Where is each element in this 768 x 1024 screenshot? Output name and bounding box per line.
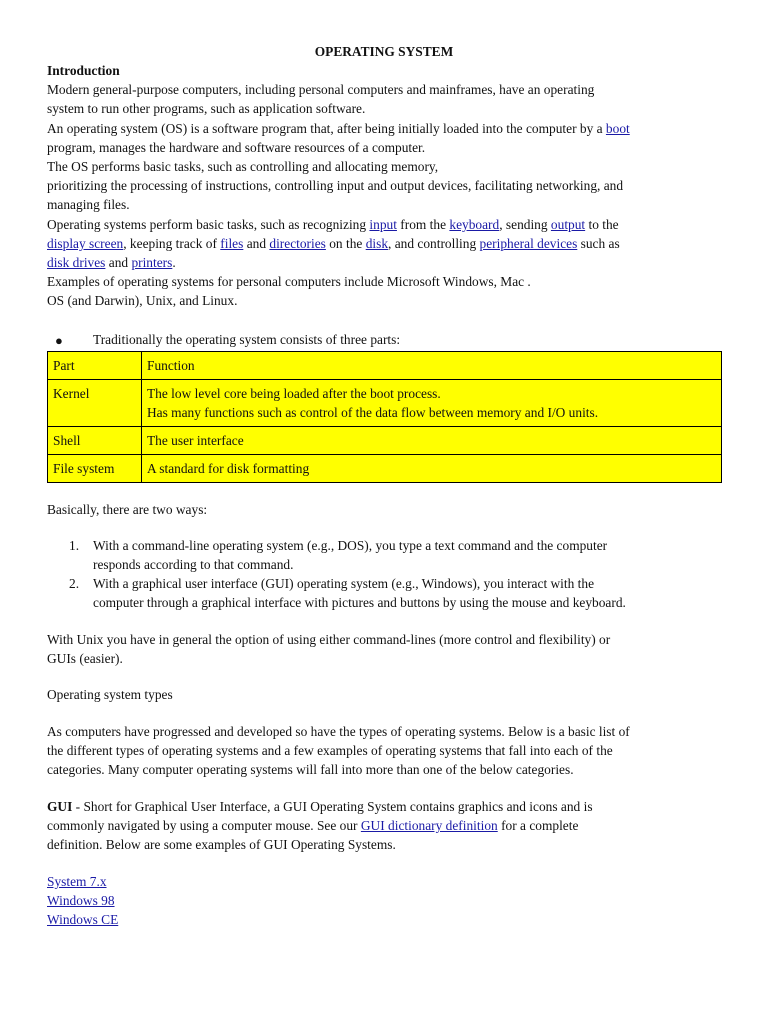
link-output[interactable]: output bbox=[550, 216, 586, 232]
link-printers[interactable]: printers bbox=[131, 255, 173, 271]
link-system-7x[interactable]: System 7.x bbox=[47, 874, 107, 889]
intro-p4-line3 bbox=[47, 253, 727, 272]
intro-p5-line2: OS (and Darwin), Unix, and Linux. bbox=[47, 293, 238, 309]
list-item bbox=[93, 536, 733, 574]
bullet-text: Traditionally the operating system consists of three parts: bbox=[93, 332, 401, 347]
bullet-icon: ● bbox=[55, 333, 63, 348]
list-number: 1. bbox=[69, 538, 80, 553]
link-input[interactable]: input bbox=[369, 216, 397, 232]
table-header-row bbox=[48, 352, 722, 380]
types-line: the different types of operating systems and a few examples of operating systems that fall into each of the bbox=[47, 743, 613, 759]
gui-line2 bbox=[47, 816, 727, 835]
unix-line: GUIs (easier). bbox=[47, 651, 123, 667]
text-run: An operating system (OS) is a software program that, after being initially loaded into the computer by a bbox=[47, 120, 606, 136]
intro-p1-line2: system to run other programs, such as application software. bbox=[47, 101, 366, 117]
table-row bbox=[48, 455, 722, 483]
text-run: and bbox=[105, 255, 132, 271]
intro-section bbox=[47, 61, 727, 311]
function-line: Has many functions such as control of the data flow between memory and I/O units. bbox=[147, 405, 599, 420]
list-item-line: With a graphical user interface (GUI) operating system (e.g., Windows), you interact with the bbox=[93, 576, 595, 591]
unix-line: With Unix you have in general the option of using either command-lines (more control and flexibility) or bbox=[47, 632, 611, 647]
text-run: for a complete bbox=[497, 818, 579, 834]
list-number: 2. bbox=[69, 576, 80, 591]
text-run: and bbox=[243, 235, 270, 251]
link-keyboard[interactable]: keyboard bbox=[449, 216, 500, 232]
bullet-item bbox=[93, 330, 768, 349]
table-cell-part: Kernel bbox=[48, 380, 142, 427]
types-heading-text: Operating system types bbox=[47, 687, 173, 702]
intro-p3-line1: The OS performs basic tasks, such as controlling and allocating memory, bbox=[47, 159, 439, 175]
list-item bbox=[93, 574, 733, 612]
gui-line1 bbox=[47, 797, 727, 816]
text-run: , sending bbox=[499, 216, 551, 232]
ways-intro bbox=[47, 500, 727, 519]
link-files[interactable]: files bbox=[220, 235, 244, 251]
gui-line3: definition. Below are some examples of GUI Operating Systems. bbox=[47, 837, 396, 853]
table-row bbox=[48, 380, 722, 427]
intro-p2-line1 bbox=[47, 119, 727, 138]
table-cell-function: A standard for disk formatting bbox=[142, 455, 722, 483]
gui-term: GUI bbox=[47, 799, 73, 814]
gui-paragraph bbox=[47, 797, 727, 855]
table-row bbox=[48, 427, 722, 455]
intro-p4-line2 bbox=[47, 234, 727, 253]
types-line: As computers have progressed and developed so have the types of operating systems. Below is a basic list of bbox=[47, 724, 630, 739]
table-cell-part: Shell bbox=[48, 427, 142, 455]
unix-paragraph bbox=[47, 630, 727, 668]
text-run: commonly navigated by using a computer mouse. See our bbox=[47, 818, 361, 834]
gui-examples-list bbox=[47, 872, 727, 930]
function-line: The low level core being loaded after the boot process. bbox=[147, 386, 441, 401]
table-cell-function bbox=[142, 380, 722, 427]
intro-p3-line3: managing files. bbox=[47, 197, 130, 213]
link-windows-98[interactable]: Windows 98 bbox=[47, 893, 115, 909]
link-directories[interactable]: directories bbox=[269, 235, 326, 251]
link-windows-ce[interactable]: Windows CE bbox=[47, 912, 119, 928]
ways-intro-text: Basically, there are two ways: bbox=[47, 502, 208, 517]
types-line: categories. Many computer operating systems will fall into more than one of the below categories. bbox=[47, 762, 574, 778]
text-run: from the bbox=[396, 216, 450, 232]
table-cell-function: The user interface bbox=[142, 427, 722, 455]
intro-p5-line1: Examples of operating systems for personal computers include Microsoft Windows, Mac . bbox=[47, 274, 531, 290]
text-run: - Short for Graphical User Interface, a GUI Operating System contains graphics and icons and is bbox=[72, 799, 593, 814]
list-item-line: responds according to that command. bbox=[93, 557, 294, 573]
text-run: . bbox=[172, 255, 176, 271]
link-peripheral-devices[interactable]: peripheral devices bbox=[479, 235, 578, 251]
text-run: , and controlling bbox=[388, 235, 480, 251]
text-run: to the bbox=[585, 216, 619, 232]
intro-p2-line2: program, manages the hardware and software resources of a computer. bbox=[47, 139, 426, 155]
intro-p3-line2: prioritizing the processing of instructions, controlling input and output devices, facilitating networking, and bbox=[47, 178, 624, 194]
list-item-line: With a command-line operating system (e.g., DOS), you type a text command and the computer bbox=[93, 538, 608, 553]
link-disk[interactable]: disk bbox=[365, 235, 389, 251]
link-gui-dictionary[interactable]: GUI dictionary definition bbox=[360, 818, 498, 834]
link-boot[interactable]: boot bbox=[605, 120, 630, 136]
table-header-cell: Part bbox=[48, 352, 142, 380]
table-header-cell: Function bbox=[142, 352, 722, 380]
text-run: , keeping track of bbox=[123, 235, 221, 251]
list-item-line: computer through a graphical interface with pictures and buttons by using the mouse and keyboard. bbox=[93, 595, 626, 611]
types-heading bbox=[47, 685, 727, 704]
text-run: such as bbox=[577, 235, 620, 251]
link-display-screen[interactable]: display screen bbox=[47, 235, 124, 251]
parts-table bbox=[47, 351, 722, 483]
text-run: Operating systems perform basic tasks, such as recognizing bbox=[47, 216, 370, 232]
text-run: on the bbox=[325, 235, 366, 251]
page-title: OPERATING SYSTEM bbox=[314, 44, 454, 59]
intro-heading: Introduction bbox=[47, 63, 120, 78]
link-disk-drives[interactable]: disk drives bbox=[47, 255, 106, 271]
types-paragraph bbox=[47, 722, 727, 780]
intro-p1-line1: Modern general-purpose computers, including personal computers and mainframes, have an operating bbox=[47, 82, 595, 98]
intro-p4-line1 bbox=[47, 215, 727, 234]
table-cell-part: File system bbox=[48, 455, 142, 483]
